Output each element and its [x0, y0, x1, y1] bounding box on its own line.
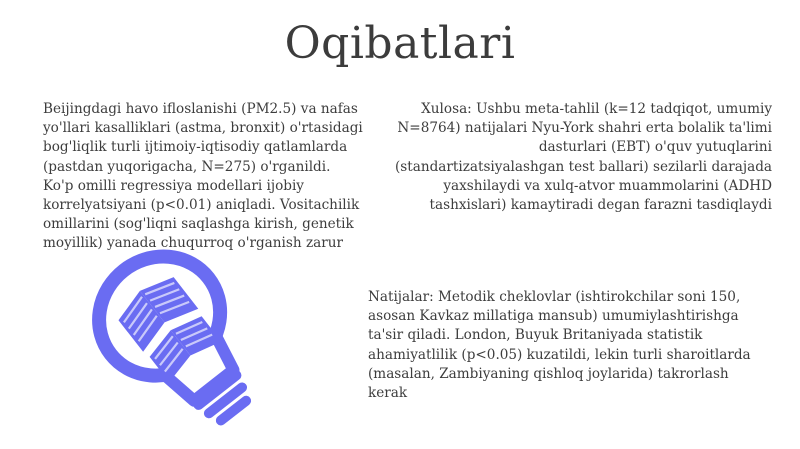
lightbulb-book-icon — [88, 246, 278, 446]
right-text-block: Xulosa: Ushbu meta-tahlil (k=12 tadqiqot, umumiy N=8764) natijalari Nyu-York shahri erta bolalik ta'limi dasturlari (EBT) o'quv yutuqlarini (standartizatsiyalashgan test ballari) sezilarli darajada yaxshilaydi va xulq-atvor muammolarini (ADHD tashxislari) kamaytiradi degan farazni tasdiqlaydi — [395, 101, 772, 214]
slide-title: Oqibatlari — [284, 18, 516, 69]
bottom-text-block: Natijalar: Metodik cheklovlar (ishtirokchilar soni 150, asosan Kavkaz millatiga mansub) umumiylashtirishga ta'sir qiladi. London, Buyuk Britaniyada statistik ahamiyatlilik (p<0.05) kuzatildi, lekin turli sharoitlarda (masalan, Zambiyaning qishloq joylarida) takrorlash kerak — [368, 289, 751, 402]
left-text-block: Beijingdagi havo ifloslanishi (PM2.5) va nafas yo'llari kasalliklari (astma, bronxit) o'rtasidagi bog'liqlik turli ijtimoiy-iqtisodiy qatlamlarda (pastdan yuqorigacha, N=275) o'rganildi. Ko'p omilli regressiya modellari ijobiy korrelyatsiyani (p<0.01) aniqladi. Vositachilik omillarini (sog'liqni saqlashga kirish, genetik moyillik) yanada chuqurroq o'rganish zarur — [43, 101, 363, 252]
